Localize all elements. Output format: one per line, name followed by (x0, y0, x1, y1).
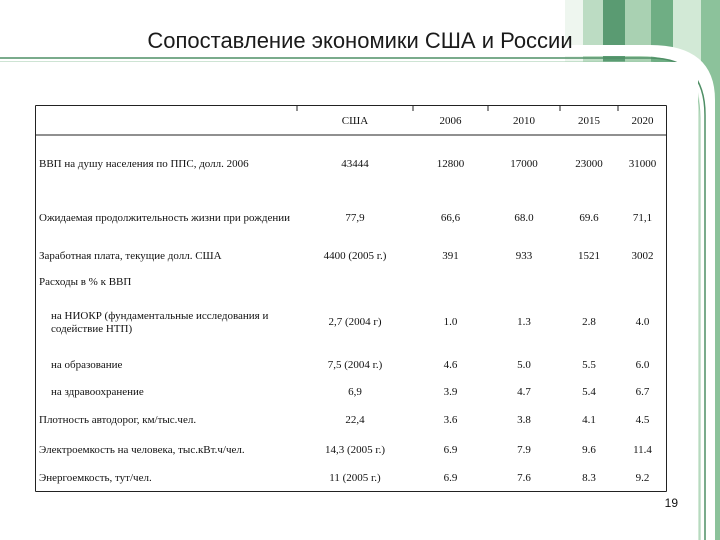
table-cell: 69.6 (579, 211, 599, 224)
table-cell: 14,3 (2005 г.) (324, 443, 386, 456)
table-cell: 43444 (341, 157, 369, 170)
table-row (35, 465, 667, 492)
column-header: 2020 (631, 115, 654, 127)
table-cell: 68.0 (514, 211, 534, 224)
table-cell: 71,1 (632, 211, 653, 224)
table-cell: 1521 (578, 249, 600, 262)
table-row (35, 193, 667, 243)
table-cell: 933 (515, 249, 533, 262)
table-cell: 4.0 (635, 316, 650, 328)
table-row (35, 269, 667, 295)
table-cell: 8.3 (582, 472, 596, 484)
table-row (35, 350, 667, 380)
table-cell: 6.9 (443, 443, 458, 456)
table-row (35, 243, 667, 269)
row-label: Заработная плата, текущие долл. США (39, 249, 222, 262)
row-label: Электроемкость на человека, тыс.кВт.ч/чел. (39, 443, 245, 456)
table-cell: 6.9 (443, 472, 458, 484)
table-cell: 6.0 (635, 358, 650, 371)
table-cell: 4.7 (517, 386, 531, 398)
table-cell: 31000 (628, 157, 657, 170)
table-cell: 3.8 (517, 413, 531, 426)
table-cell: 4.6 (443, 358, 458, 371)
table-cell: 3.9 (443, 386, 458, 398)
table-cell: 4.1 (582, 413, 596, 426)
column-header: 2015 (578, 115, 600, 127)
table-cell: 4.5 (635, 413, 650, 426)
table-row (35, 295, 667, 350)
table-cell: 23000 (575, 157, 603, 170)
table-cell: 2.8 (582, 316, 596, 328)
page-title: Сопоставление экономики США и России (147, 28, 573, 53)
row-label: Плотность автодорог, км/тыс.чел. (39, 413, 197, 426)
row-label: Энергоемкость, тут/чел. (39, 472, 152, 484)
table-cell: 7.6 (517, 472, 531, 484)
table-row (35, 435, 667, 465)
table-cell: 4400 (2005 г.) (323, 249, 387, 262)
table-cell: 77,9 (345, 211, 365, 224)
table-cell: 6.7 (635, 386, 650, 398)
row-label: на образование (51, 358, 123, 371)
table-cell: 6,9 (348, 386, 362, 398)
table-cell: 5.4 (582, 386, 596, 398)
column-header: США (341, 115, 369, 127)
table-row (35, 135, 667, 193)
table-cell: 22,4 (345, 413, 365, 426)
row-label: ВВП на душу населения по ППС, долл. 2006 (39, 157, 249, 170)
row-label: Ожидаемая продолжительность жизни при рождении (39, 211, 291, 224)
page-number: 19 (664, 496, 678, 510)
table-cell: 1.0 (443, 316, 458, 328)
table-row (35, 405, 667, 435)
table-cell: 7,5 (2004 г.) (327, 358, 383, 371)
table-cell: 3002 (631, 249, 654, 262)
row-label: Расходы в % к ВВП (39, 275, 132, 288)
table-cell: 5.5 (582, 358, 596, 371)
table-cell: 11.4 (633, 443, 652, 456)
column-header: 2006 (439, 115, 462, 127)
table-cell: 7.9 (517, 443, 531, 456)
table-row (35, 380, 667, 405)
table-cell: 12800 (436, 157, 465, 170)
table-cell: 9.2 (635, 472, 650, 484)
table-cell: 3.6 (443, 413, 458, 426)
row-label: на НИОКР (фундаментальные исследования и содействие НТП) (51, 309, 269, 335)
table-cell: 2,7 (2004 г) (328, 316, 382, 328)
comparison-table (35, 105, 667, 492)
column-header: 2010 (513, 115, 535, 127)
row-label: на здравоохранение (51, 386, 144, 398)
table-cell: 5.0 (517, 358, 531, 371)
table-cell: 1.3 (517, 316, 531, 328)
table-cell: 9.6 (582, 443, 596, 456)
table-cell: 66,6 (440, 211, 461, 224)
table-cell: 17000 (510, 157, 538, 170)
table-cell: 11 (2005 г.) (329, 472, 381, 484)
table-cell: 391 (442, 249, 459, 262)
